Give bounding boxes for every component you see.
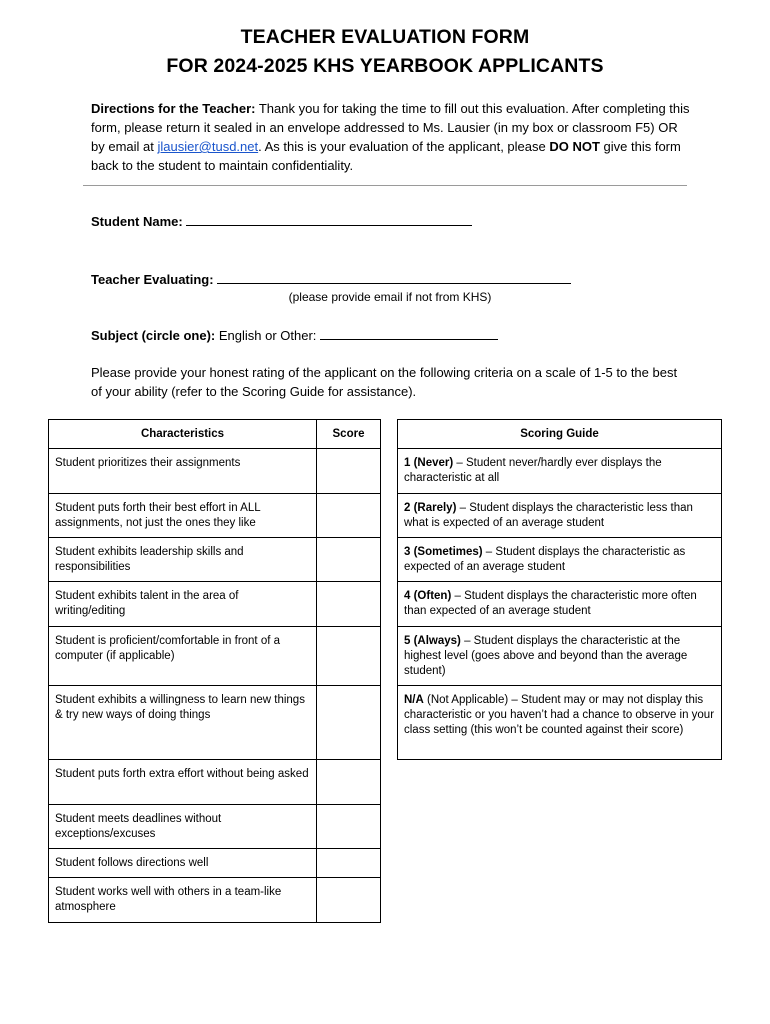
table-row <box>398 538 722 582</box>
characteristic-cell: Student follows directions well <box>55 857 209 869</box>
score-description: – Student displays the characteristic at the highest level (goes above and beyond than the average student) <box>404 635 688 677</box>
scoring-guide-item <box>398 686 721 742</box>
score-cell[interactable] <box>317 582 381 627</box>
characteristic-cell: Student exhibits a willingness to learn new things & try new ways of doing things <box>55 694 305 721</box>
teacher-evaluating-field <box>91 271 571 287</box>
form-subtitle: FOR 2024-2025 KHS YEARBOOK APPLICANTS <box>166 55 604 77</box>
directions-paragraph <box>91 99 691 175</box>
score-term: 1 (Never) <box>404 457 454 469</box>
score-term: 5 (Always) <box>404 635 461 647</box>
subject-field <box>91 327 498 343</box>
scoring-guide-item <box>398 538 721 579</box>
score-cell[interactable] <box>317 760 381 805</box>
score-description: – Student displays the characteristic as expected of an average student <box>404 546 686 573</box>
scoring-guide-header: Scoring Guide <box>398 420 722 449</box>
characteristic-cell: Student meets deadlines without exceptions/excuses <box>55 813 222 840</box>
score-description: (Not Applicable) – Student may or may not display this characteristic or you haven’t had a chance to observe in your class setting (this won’t be counted against their score) <box>404 694 715 736</box>
form-title: TEACHER EVALUATION FORM <box>240 26 530 48</box>
divider <box>83 185 687 186</box>
subject-other-blank[interactable] <box>320 327 498 340</box>
scoring-guide-item <box>398 582 721 623</box>
characteristic-cell: Student puts forth their best effort in ALL assignments, not just the ones they like <box>55 502 261 529</box>
characteristic-cell: Student prioritizes their assignments <box>55 457 241 469</box>
score-description: – Student displays the characteristic less than what is expected of an average student <box>404 502 693 529</box>
table-row <box>49 449 381 494</box>
teacher-email-hint: (please provide email if not from KHS) <box>288 290 492 304</box>
subject-options: English or Other: <box>218 328 317 343</box>
score-cell[interactable] <box>317 538 381 582</box>
score-cell[interactable] <box>317 849 381 878</box>
email-link[interactable]: jlausier@tusd.net <box>157 139 259 154</box>
score-description: – Student never/hardly ever displays the characteristic at all <box>404 457 662 484</box>
scoring-guide-item <box>398 494 721 535</box>
characteristic-cell: Student puts forth extra effort without being asked <box>55 768 309 780</box>
characteristic-cell: Student exhibits leadership skills and responsibilities <box>55 546 244 573</box>
subject-label: Subject (circle one): <box>91 328 216 343</box>
directions-emphasis: DO NOT <box>549 139 600 154</box>
score-header: Score <box>317 420 381 449</box>
directions-text-3: give this form back to the student to maintain confidentiality. <box>91 139 681 173</box>
table-row <box>398 686 722 760</box>
score-cell[interactable] <box>317 878 381 923</box>
table-row <box>49 878 381 923</box>
table-row <box>49 686 381 760</box>
scoring-guide-table <box>397 419 722 760</box>
characteristic-cell: Student is proficient/comfortable in front of a computer (if applicable) <box>55 635 281 662</box>
table-row <box>398 449 722 494</box>
score-cell[interactable] <box>317 805 381 849</box>
table-row <box>49 582 381 627</box>
table-row <box>49 805 381 849</box>
score-term: 4 (Often) <box>404 590 452 602</box>
teacher-evaluating-label: Teacher Evaluating: <box>91 272 214 287</box>
table-row <box>49 494 381 538</box>
directions-label: Directions for the Teacher: <box>91 101 256 116</box>
characteristic-cell: Student exhibits talent in the area of writing/editing <box>55 590 239 617</box>
score-cell[interactable] <box>317 449 381 494</box>
score-term: 2 (Rarely) <box>404 502 457 514</box>
directions-text-1: Thank you for taking the time to fill out this evaluation. After completing this form, please return it sealed in an envelope addressed to Ms. Lausier (in my box or classroom F5) OR by email at <box>91 101 690 154</box>
table-row <box>49 627 381 686</box>
characteristics-header: Characteristics <box>49 420 317 449</box>
scoring-guide-item <box>398 449 721 490</box>
table-row <box>398 627 722 686</box>
score-cell[interactable] <box>317 686 381 760</box>
student-name-blank[interactable] <box>186 213 472 226</box>
directions-text-2: . As this is your evaluation of the applicant, please <box>258 139 550 154</box>
characteristics-table <box>48 419 381 923</box>
characteristic-cell: Student works well with others in a team-like atmosphere <box>55 886 282 913</box>
student-name-label: Student Name: <box>91 214 183 229</box>
scoring-guide-item <box>398 627 721 683</box>
student-name-field <box>91 213 472 229</box>
score-term: 3 (Sometimes) <box>404 546 483 558</box>
score-term: N/A <box>404 694 424 706</box>
score-cell[interactable] <box>317 627 381 686</box>
teacher-evaluating-blank[interactable] <box>217 271 571 284</box>
table-row <box>398 494 722 538</box>
table-row <box>49 760 381 805</box>
score-description: – Student displays the characteristic more often than expected of an average student <box>404 590 697 617</box>
table-row <box>49 849 381 878</box>
table-row <box>49 538 381 582</box>
table-row <box>398 582 722 627</box>
rating-instructions: Please provide your honest rating of the applicant on the following criteria on a scale of 1-5 to the best of your ability (refer to the Scoring Guide for assistance). <box>91 365 678 399</box>
score-cell[interactable] <box>317 494 381 538</box>
